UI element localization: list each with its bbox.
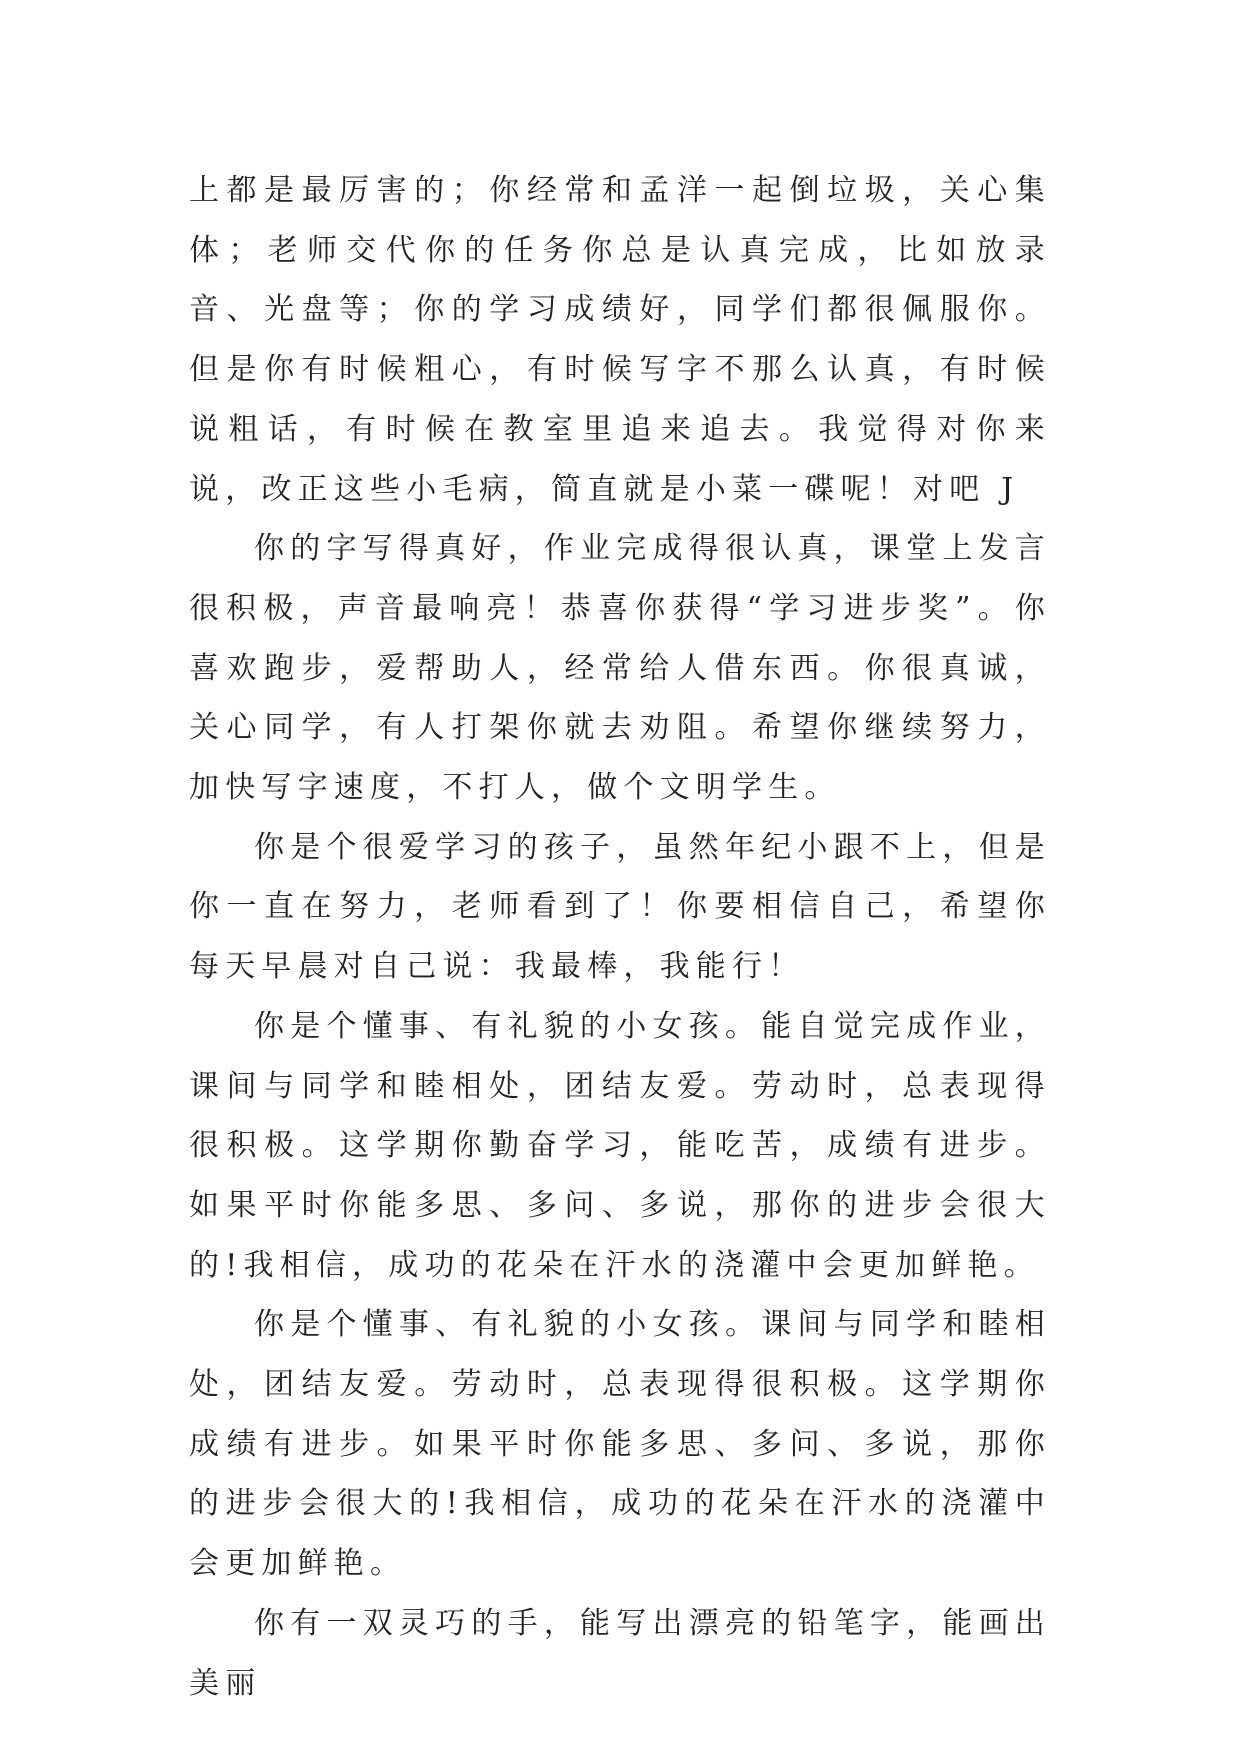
document-body xyxy=(189,161,1051,1713)
paragraph-comment-3: 你是个很爱学习的孩子，虽然年纪小跟不上，但是你一直在努力，老师看到了！你要相信自己，希望你每天早晨对自己说：我最棒，我能行！ xyxy=(189,829,1051,985)
paragraph-comment-6: 你有一双灵巧的手，能写出漂亮的铅笔字，能画出美丽 xyxy=(189,1605,1051,1701)
paragraph-comment-4: 你是个懂事、有礼貌的小女孩。能自觉完成作业，课间与同学和睦相处，团结友爱。劳动时，总表现得很积极。这学期你勤奋学习，能吃苦，成绩有进步。如果平时你能多思、多问、多说，那你的进步会很大的!我相信，成功的花朵在汗水的浇灌中会更加鲜艳。 xyxy=(189,1008,1051,1283)
paragraph-comment-5: 你是个懂事、有礼貌的小女孩。课间与同学和睦相处，团结友爱。劳动时，总表现得很积极。这学期你成绩有进步。如果平时你能多思、多问、多说，那你的进步会很大的!我相信，成功的花朵在汗水的浇灌中会更加鲜艳。 xyxy=(189,1307,1051,1582)
paragraph-continued: 上都是最厉害的；你经常和孟洋一起倒垃圾，关心集体；老师交代你的任务你总是认真完成，比如放录音、光盘等；你的学习成绩好，同学们都很佩服你。但是你有时候粗心，有时候写字不那么认真，有时候说粗话，有时候在教室里追来追去。我觉得对你来说，改正这些小毛病，简直就是小菜一碟呢！对吧 J xyxy=(189,173,1051,507)
paragraph-comment-2: 你的字写得真好，作业完成得很认真，课堂上发言很积极，声音最响亮！恭喜你获得“学习进步奖”。你喜欢跑步，爱帮助人，经常给人借东西。你很真诚，关心同学，有人打架你就去劝阻。希望你继续努力，加快写字速度，不打人，做个文明学生。 xyxy=(189,531,1051,806)
